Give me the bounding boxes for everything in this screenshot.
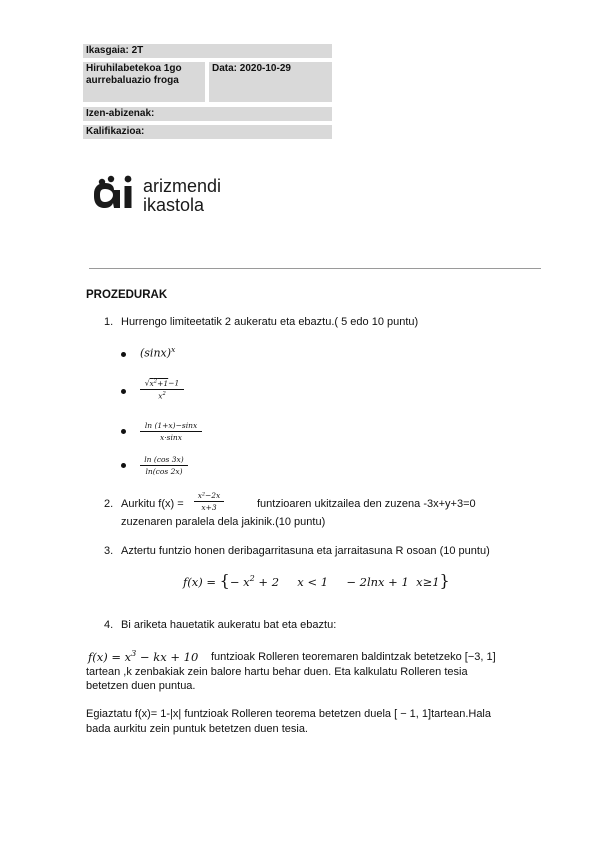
q2-fraction: [194, 491, 224, 512]
q3-formula: f(x) = {− $x^2 + 2$ x < 1 − 2lnx + 1 x≥1}: [183, 571, 450, 590]
bullet: [121, 389, 126, 394]
limit-1: $(\sin x)^x$: [140, 345, 176, 360]
exam-title: Hiruhilabetekoa 1go aurrebaluazio froga: [86, 63, 182, 86]
subject-field: [83, 44, 332, 58]
bullet: [121, 463, 126, 468]
date-field: [209, 62, 332, 102]
subject-label: Ikasgaia: 2T: [86, 45, 144, 56]
limit-4: $\frac{\ln (\cos 3x)}{\ln(\cos 2x)}$: [140, 455, 188, 476]
q2-frac-den: x+3: [201, 503, 217, 512]
q2-number: 2.: [104, 498, 114, 510]
q1-text: Hurrengo limiteetatik 2 aukeratu eta ebaztu.( 5 edo 10 puntu): [121, 316, 419, 328]
q2-suffix: funtzioaren ukitzailea den zuzena -3x+y+3=0: [257, 498, 476, 510]
logo-line-1: arizmendi: [143, 176, 222, 196]
name-label: Izen-abizenak:: [86, 108, 155, 119]
grade-field: [83, 125, 332, 139]
q4a-text-1: funtzioak Rolleren teoremaren baldintzak betetzeko [−3, 1]: [211, 651, 496, 663]
grade-label: Kalifikazioa:: [86, 126, 145, 137]
bullet: [121, 429, 126, 434]
q3-number: 3.: [104, 545, 114, 557]
divider: [89, 268, 541, 269]
q2-frac-num: x²−2x: [194, 491, 224, 502]
q4b-text-2: bada aurkitu zein puntuk betetzen duen tesia.: [86, 723, 308, 735]
name-field: [83, 107, 332, 121]
date-label: Data: 2020-10-29: [212, 63, 291, 74]
bullet: [121, 352, 126, 357]
q4a-formula: $f(x) = x^3$ − kx + 10: [88, 649, 199, 664]
exam-title-field: [83, 62, 205, 102]
q1-number: 1.: [104, 316, 114, 328]
q4-number: 4.: [104, 619, 114, 631]
limit-3: $\frac{\ln (1+x)-\sin x}{x\cdot\sin x}$: [140, 421, 202, 442]
logo-wordmark: [143, 177, 221, 215]
q4b-text-1: Egiaztatu f(x)= 1-|x| funtzioak Rolleren teorema betetzen duela [ − 1, 1]tartean.Hala: [86, 708, 491, 720]
section-title: PROZEDURAK: [86, 289, 168, 301]
q2-line-2: zuzenaren paralela dela jakinik.(10 puntu): [121, 516, 326, 528]
q4a-text-2: tartean ,k zenbakiak zein balore hartu behar duen. Eta kalkulatu Rolleren tesia: [86, 666, 468, 678]
limit-2: $\frac{√x^2+1-1}{x^2}$: [140, 378, 184, 400]
q4-text: Bi ariketa hauetatik aukeratu bat eta ebaztu:: [121, 619, 337, 631]
q2-prefix: Aurkitu f(x) =: [121, 498, 184, 510]
q3-text: Aztertu funtzio honen deribagarritasuna eta jarraitasuna R osoan (10 puntu): [121, 545, 490, 557]
arizmendi-logo-mark: [86, 170, 146, 220]
q4a-text-3: betetzen duen puntua.: [86, 680, 196, 692]
logo-line-2: ikastola: [143, 195, 205, 215]
